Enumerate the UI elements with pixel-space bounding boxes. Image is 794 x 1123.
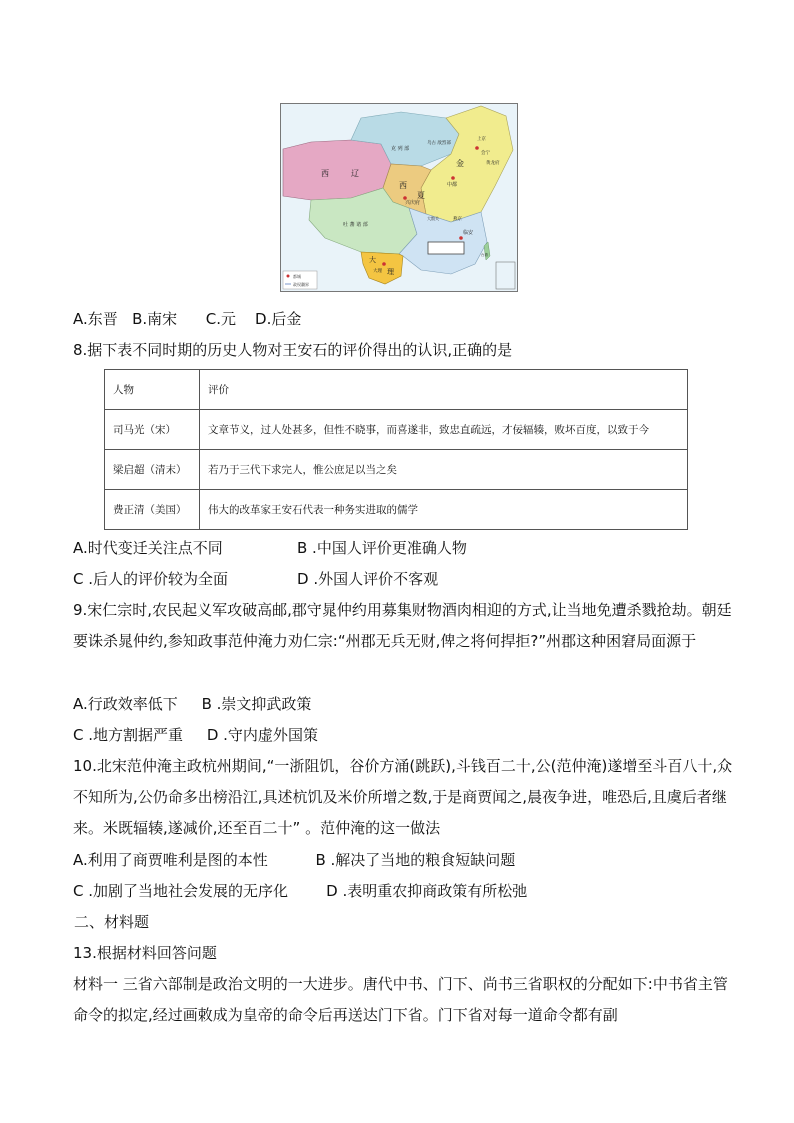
map-legend [283, 271, 317, 289]
label-xixia-1: 西 [399, 181, 407, 190]
label-kelie: 克 列 部 [391, 146, 410, 152]
label-tubo: 吐 蕃 诸 部 [343, 222, 368, 228]
q10-options-ab: A.利用了商贾唯利是图的本性 B .解决了当地的粮食短缺问题 [73, 851, 516, 869]
label-dasanguan: 大散关 [427, 216, 439, 221]
table-row [105, 410, 688, 450]
q7-options: A.东晋 B.南宋 C.元 D.后金 [73, 310, 302, 328]
table-cell-evaluation: 伟大的改革家王安石代表一种务实进取的儒学 [200, 490, 688, 530]
q8-option-b: B .中国人评价更准确人物 [297, 539, 467, 557]
table-cell-evaluation: 文章节义，过人处甚多，但性不晓事，而喜遂非，致忠直疏远，才佞辐辏，败坏百度，以致于今 [200, 410, 688, 450]
q9-stem: 9.宋仁宗时,农民起义军攻破高邮,郡守晁仲约用募集财物酒肉相迎的方式,让当地免遭杀戮抢劫。朝廷要诛杀晁仲约,参知政事范仲淹力劝仁宗:“州郡无兵无财,俾之将何捍拒?”州郡这种困窘局面源于 [73, 601, 732, 650]
historical-map [280, 103, 518, 292]
legend-capital: 都城 [293, 274, 301, 279]
table-row [105, 450, 688, 490]
label-jin: 金 [456, 159, 464, 168]
table-cell-person: 司马光（宋） [105, 410, 200, 450]
table-row [105, 490, 688, 530]
label-huangluofu: 黄龙府 [486, 161, 500, 166]
label-xingqing: 兴庆府 [405, 200, 421, 206]
label-shangjing: 上京 [477, 137, 486, 142]
label-xiliao-1: 西 [321, 169, 329, 178]
q13-stem: 13.根据材料回答问题 [73, 944, 217, 962]
label-daliguo: 大理 [373, 269, 382, 274]
table-header-row [105, 370, 688, 410]
q10-options-cd: C .加剧了当地社会发展的无序化 D .表明重农抑商政策有所松弛 [73, 882, 528, 900]
table-header-evaluation: 评价 [200, 370, 688, 410]
q13-material: 材料一 三省六部制是政治文明的一大进步。唐代中书、门下、尚书三省职权的分配如下:中书省主管命令的拟定,经过画敕成为皇帝的命令后再送达门下省。门下省对每一道命令都有副 [73, 975, 728, 1024]
q8-evaluation-table [104, 369, 688, 530]
label-zhongdu: 中都 [447, 182, 458, 188]
q8-option-d: D .外国人评价不客观 [297, 570, 439, 588]
table-header-person: 人物 [105, 370, 200, 410]
label-huining: 会宁 [481, 151, 490, 156]
label-linan: 临安 [463, 230, 474, 236]
label-dali-1: 大 [369, 256, 376, 264]
q8-option-a: A.时代变迁关注点不同 [73, 539, 223, 557]
legend-border: 政权疆界 [293, 282, 309, 287]
table-cell-evaluation: 若乃于三代下求完人，惟公庶足以当之矣 [200, 450, 688, 490]
label-xixia-2: 夏 [417, 191, 425, 200]
answer-blank-box [428, 242, 464, 254]
q10-stem: 10.北宋范仲淹主政杭州期间,“一浙阻饥，谷价方涌(跳跃),斗钱百二十,公(范仲淹)遂增至斗百八十,众不知所为,公仍命多出榜沿江,具述杭饥及米价所增之数,于是商贾闻之,晨夜争进，唯恐后,且虞后者继来。米既辐辏,遂减价,还至百二十” 。范仲淹的这一做法 [73, 757, 733, 837]
label-dali-2: 理 [387, 268, 394, 276]
table-cell-person: 费正清（美国） [105, 490, 200, 530]
q8-option-c: C .后人的评价较为全面 [73, 570, 229, 588]
q9-options-cd: C .地方割据严重 D .守内虚外国策 [73, 726, 318, 744]
table-cell-person: 梁启超（清末） [105, 450, 200, 490]
label-yingtian: 燕京 [453, 217, 462, 222]
section-heading: 二、材料题 [74, 913, 150, 931]
q9-options-ab: A.行政效率低下 B .崇文抑武政策 [73, 695, 312, 713]
label-xiliao-2: 辽 [351, 169, 359, 178]
label-taiwan: 台湾 [481, 253, 488, 257]
label-wugu: 乌古 敌烈部 [427, 141, 451, 146]
q8-stem: 8.据下表不同时期的历史人物对王安石的评价得出的认识,正确的是 [73, 341, 513, 359]
